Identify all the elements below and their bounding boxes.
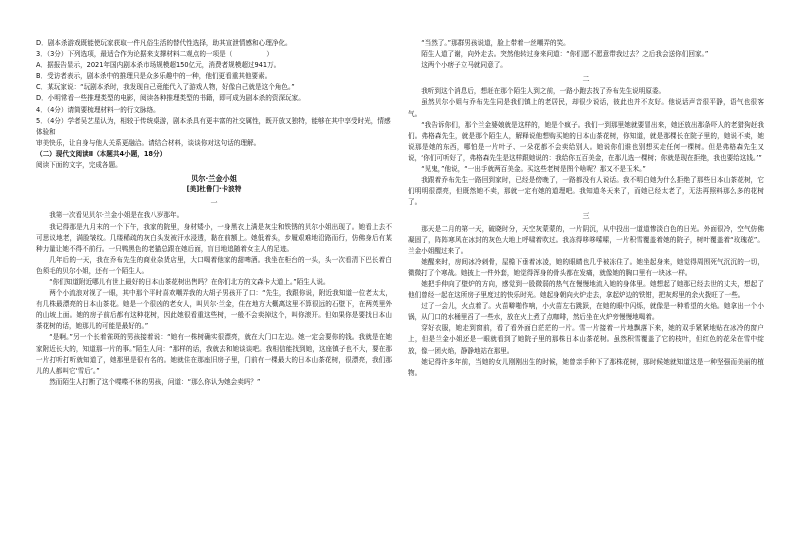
story-title: 贝尔·兰金小姐 [191,174,237,184]
paragraph: “是啊。”另一个长着雀斑的男孩接着说：“她有一株树确实很漂亮，就在大门口左边。她一定会要你的钱。我就是在她家附近长大的，知道那一片的事。”陌生人问：“那样的话，我就去和她谈谈吧。我相信能找到她，这座镇子也不大，要在那一片打听打听就知道了，她那里是很有名的。她就住在那座旧房子里，门前有一棵最大的日本山茶花树，很漂亮，我们那儿的人都叫它‘雪后’。” [36,333,392,375]
paragraph: 过了一会儿，火点着了。火苗噼啪作响，小火苗左右跳跃，在她的眼中闪烁，就像是一种希望的火焰。她拿出一个小锅，从门口的水桶里舀了一些水，放在火上煮了点咖啡，然后坐在火炉旁慢慢地喝着。 [408,302,764,322]
paragraph: 我听到这个消息后，想赶在那个陌生人到之前，一路小跑去找了乔布先生说明原委。 [421,87,666,96]
paragraph: 虽然贝尔小姐与乔布先生同是我们镇上的老居民，却很少说话，彼此也并不友好。他说话声音很平静，语气也很客气。 [408,98,764,118]
part-three-heading: 三 [582,212,590,221]
right-column [408,38,764,379]
q5-line-1: 5．（4分）学者吴艺星认为，相较于传统桌游，剧本杀具有更丰富的社交属性，既开放又独特，能够在其中享受时光，情感体验和 [36,116,391,136]
paragraph: 她记得许多年前，当她的女儿刚刚出生的时候，她曾亲手种下了那株花树，那时候她就知道这是一种坚强而美丽的植物。 [408,357,764,377]
q3-stem [36,49,392,60]
paragraph: “我告诉你们，那个兰金婆娘就是这样的，她是个疯子。我们一到那里她就要冒出来，她还放出那条吓人的老猎狗赶我们。弗格森先生，就是那个陌生人，解释说他想购买她的日本山茶花树，你知道，就是那棵长在院子里的，她说不卖，她说那是她的东西，哪怕是一片叶子、一朵花都不会卖给别人。她说你们谁也别想买走任何一棵树。但是弗格森先生又说，‘你们可听好了，弗格森先生是这样跟她说的：我给你五百美金，在那儿选一棵树；你就是现在拒绝，我也要给这钱。’” [408,120,764,162]
q2-option-d: D．剧本杀游戏既能使玩家获取一件凡俗生活的替代性选择，助其宣泄情感和心理净化。 [36,39,292,47]
q3-option-c: C．某玩家说：“玩剧本杀时，我发现自己竟能代入了游戏人物，好像自己就是这个角色。” [36,83,295,92]
part-one-heading: 一 [210,199,218,208]
paragraph: “当然了。”那群男孩说道，脸上带着一丝嘲弄的笑。 [421,39,570,47]
paragraph: 然而陌生人打断了这个喋喋不休的男孩，问道：“那么你认为她会卖吗？” [49,377,261,386]
instructions: 阅读下面的文字，完成各题。 [36,161,122,170]
q3-stem-text: 3．（3分）下列选项，最适合作为论据来支撑材料二观点的一项是（ [36,50,233,59]
q3-stem-close: ） [266,50,273,59]
paragraph: 她把手伸向了壁炉的方向，感觉到一股微弱的热气在慢慢地流入她的身体里。她想起了她那已经去世的丈夫，想起了他们曾经一起在这所房子里度过的快乐时光。她起身朝向火炉走去，拿起炉边的铁钳，把灰烬里的余火拨旺了一些。 [408,279,764,300]
section-header: （二）现代文阅读Ⅱ（本题共4小题，18分） [36,149,167,158]
paragraph: 我第一次看见贝尔·兰金小姐是在我八岁那年。 [49,211,184,220]
paragraph: 穿好衣服，她走到窗前，看了看外面白茫茫的一片。雪一片接着一片地飘落下来，她的双手紧紧地贴在冰冷的窗户上，但是兰金小姐还是一眼就看到了她院子里的那株日本山茶花树。虽然积雪覆盖了它的枝叶，但红色的花朵在雪中绽放，像一团火焰，静静地站在那里。 [408,324,764,355]
left-column [36,38,392,388]
paragraph: 我跟着乔布先生一路回到家时，已经是傍晚了，一路都没有人说话。我不明白她为什么拒绝了那些日本山茶花树，它们明明很漂亮，但既然她不卖，那就一定有她的道理吧。我知道冬天来了，而她已经太老了，无法再照料那么多的花树了。 [408,176,764,207]
q4: 4．（4分）请简要梳理材料一的行文脉络。 [36,105,160,114]
paragraph: 陌生人道了谢，向外走去。突然他转过身来问道：“你们愿不愿意带我过去？之后我会送你们回家。” [421,50,709,59]
story-author: [美]杜鲁门·卡波特 [186,185,242,194]
paragraph: 几年后的一天，我在乔布先生的商业杂货店里，大口喝着他家的甜啤酒。我坐在柜台的一头，头一次看清下巴长着白色须毛的贝尔小姐，还有一个陌生人。 [36,255,392,275]
part-two-heading: 二 [582,75,590,84]
paragraph: “见鬼，”他说，“一出手就两百美金。买这些老树是图个啥呢？那又不是玉米。” [421,165,646,174]
paragraph: 两个小流浪对视了一眼，其中那个平时喜欢嘲弄我的大胡子男孩开了口：“先生，我跟你说，附近我知道一位老太太，有几株最漂亮的日本山茶花。她是一个很凶的老女人，叫贝尔·兰金，住在地方大概离这里不算很远的石壁下，在两英里外的山坡上面。她的房子前后都有这种花树，因此她很看重这些树，一般不会卖掉这个，叫你滚开。但如果你是要找日本山茶花树的话，她那儿的可能是最好的。” [36,289,392,331]
q3-option-b: B．受访者表示，剧本杀中的推理只是众多乐趣中的一种，他们更看重其他要素。 [36,72,272,81]
paragraph: 那天是二月的第一天，破晓时分，天空灰蒙蒙的，一片阴沉，从中投出一道道惨淡白色的日光。外面很冷，空气仿佛凝固了，阵阵寒风在冰封的灰色大地上呼啸着吹过。我冻得哆哆嗦嗦，一片积雪覆盖着她的院子，树叶覆盖着“玫瑰花”。兰金小姐醒过来了。 [408,224,764,255]
q3-option-d: D．小明常看一些推理类型的电影，阅读各种推理类型的书籍，即可成为剧本杀的资深玩家。 [36,94,305,103]
paragraph: 她醒来时，房间冰冷刺骨，屋檐下垂着冰凌，她的眼睛也几乎被冻住了。她坐起身来，她觉得周围死气沉沉的一切，微微打了个寒战。她披上一件外套，她觉得浑身的骨头都在发痛，就像她的胸口里有一块冰一样。 [408,257,764,277]
paragraph: “你们知道附近哪儿有世上最好的日本山茶花树出售吗？在你们北方的文森卡大道上。”陌生人说。 [49,277,330,286]
q5-line-2: 审美快乐，让自身与他人关系更融洽。请结合材料，谈谈你对这句话的理解。 [36,138,261,147]
q3-option-a: A．据报告显示，2021年国内剧本杀市场规模超150亿元，消费者规模超过941万。 [36,61,281,70]
paragraph: 这两个小痞子立马就同意了。 [421,61,507,70]
paragraph: 我记得那是九月末的一个下午，我家的院里，身材矮小，一身黑衣上满是灰尘和铁锈的贝尔小姐出现了。她看上去不可思议地老，满脸皱纹。几缕稀疏的灰白头发被汗水浸透，黏在前额上。她低着头，步履艰难地沿路而行，仿佛身后有某种力量让她不得不前行。一只鸭黑色的老猫总跟在她后面，盲目地追随着女主人的足迹。 [36,222,392,253]
